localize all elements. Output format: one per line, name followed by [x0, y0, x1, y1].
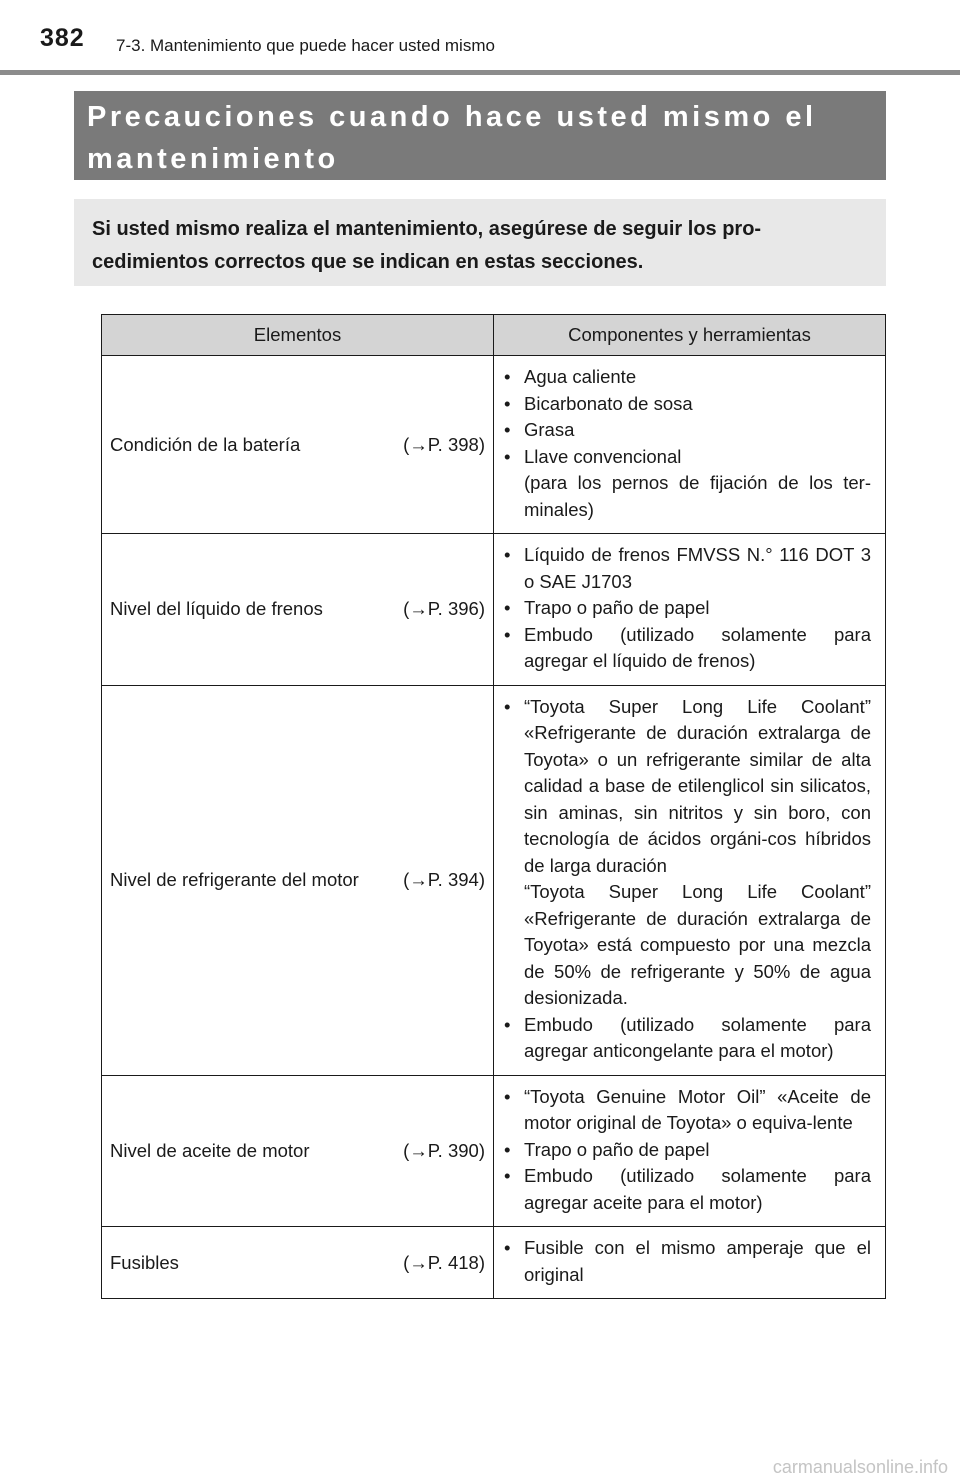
components-cell: [494, 685, 886, 1075]
element-cell-content: [110, 1252, 485, 1274]
table-row: [102, 356, 886, 534]
intro-box: [74, 199, 886, 286]
table-row: [102, 685, 886, 1075]
list-item: • Embudo (utilizado solamente para agregar aceite para el motor): [504, 1163, 871, 1216]
page-reference: (→P. 398): [403, 433, 485, 455]
components-cell: [494, 356, 886, 534]
page-number: 382: [40, 24, 85, 52]
page-reference: (→P. 396): [403, 598, 485, 620]
element-cell: [102, 534, 494, 686]
components-list: [504, 1235, 871, 1288]
list-item: • Líquido de frenos FMVSS N.° 116 DOT 3 o SAE J1703: [504, 542, 871, 595]
header-componentes: Componentes y herramientas: [494, 315, 886, 356]
list-item: • Trapo o paño de papel: [504, 1137, 871, 1164]
list-item: • Trapo o paño de papel: [504, 595, 871, 622]
page-reference: (→P. 390): [403, 1139, 485, 1161]
list-item: • Bicarbonato de sosa: [504, 391, 871, 418]
page-title-line-2: mantenimiento: [87, 143, 339, 175]
element-name: Fusibles: [110, 1251, 179, 1273]
table-row: [102, 1227, 886, 1299]
element-cell-content: [110, 869, 485, 891]
page-title-line-1: Precauciones cuando hace usted mismo el: [87, 101, 817, 133]
section-title: 7-3. Mantenimiento que puede hacer usted mismo: [116, 36, 495, 55]
components-cell: [494, 1075, 886, 1227]
list-item: • “Toyota Genuine Motor Oil” «Aceite de motor original de Toyota» o equiva-lente: [504, 1084, 871, 1137]
table-row: [102, 1075, 886, 1227]
header-rule: [0, 70, 960, 75]
element-name: Nivel del líquido de frenos: [110, 598, 323, 620]
components-list: [504, 1084, 871, 1217]
table-row: [102, 534, 886, 686]
components-cell: [494, 1227, 886, 1299]
element-cell: [102, 1227, 494, 1299]
list-item: • Agua caliente: [504, 364, 871, 391]
list-item: • “Toyota Super Long Life Coolant” «Refrigerante de duración extralarga de Toyota» o un refrigerante similar de alta calidad a base de etilenglicol sin silicatos, sin aminas, sin nitritos y sin boro, con tecnología de ácidos orgáni-cos híbridos de larga duración: [504, 694, 871, 880]
components-list: [504, 694, 871, 1065]
element-cell: [102, 1075, 494, 1227]
element-cell-content: [110, 434, 485, 456]
element-name: Nivel de aceite de motor: [110, 1139, 310, 1161]
element-name: Nivel de refrigerante del motor: [110, 869, 359, 890]
list-item: “Toyota Super Long Life Coolant” «Refrigerante de duración extralarga de Toyota» está compuesto por una mezcla de 50% de refrigerante y 50% de agua desionizada.: [524, 881, 871, 1008]
page-title: [74, 91, 886, 180]
list-item: • Embudo (utilizado solamente para agregar el líquido de frenos): [504, 622, 871, 675]
watermark: carmanualsonline.info: [772, 1457, 948, 1477]
list-item: • Llave convencional: [504, 444, 871, 471]
header-elementos: Elementos: [102, 315, 494, 356]
table-header-row: [102, 315, 886, 356]
components-list: [504, 364, 871, 523]
table-body: [102, 356, 886, 1299]
intro-line-1: Si usted mismo realiza el mantenimiento, asegúrese de seguir los pro-: [92, 218, 762, 240]
element-cell: [102, 356, 494, 534]
components-cell: [494, 534, 886, 686]
element-cell-content: [110, 598, 485, 620]
maintenance-table: [101, 314, 886, 1299]
element-name: Condición de la batería: [110, 433, 301, 455]
list-item: • Embudo (utilizado solamente para agregar anticongelante para el motor): [504, 1012, 871, 1065]
list-item: • Grasa: [504, 417, 871, 444]
intro-line-2: cedimientos correctos que se indican en estas secciones.: [92, 251, 644, 273]
page-reference: (→P. 394): [403, 869, 485, 890]
list-item: • Fusible con el mismo amperaje que el original: [504, 1235, 871, 1288]
list-item: (para los pernos de fijación de los ter-minales): [524, 472, 871, 520]
element-cell: [102, 685, 494, 1075]
components-list: [504, 542, 871, 675]
element-cell-content: [110, 1140, 485, 1162]
page-reference: (→P. 418): [403, 1251, 485, 1273]
